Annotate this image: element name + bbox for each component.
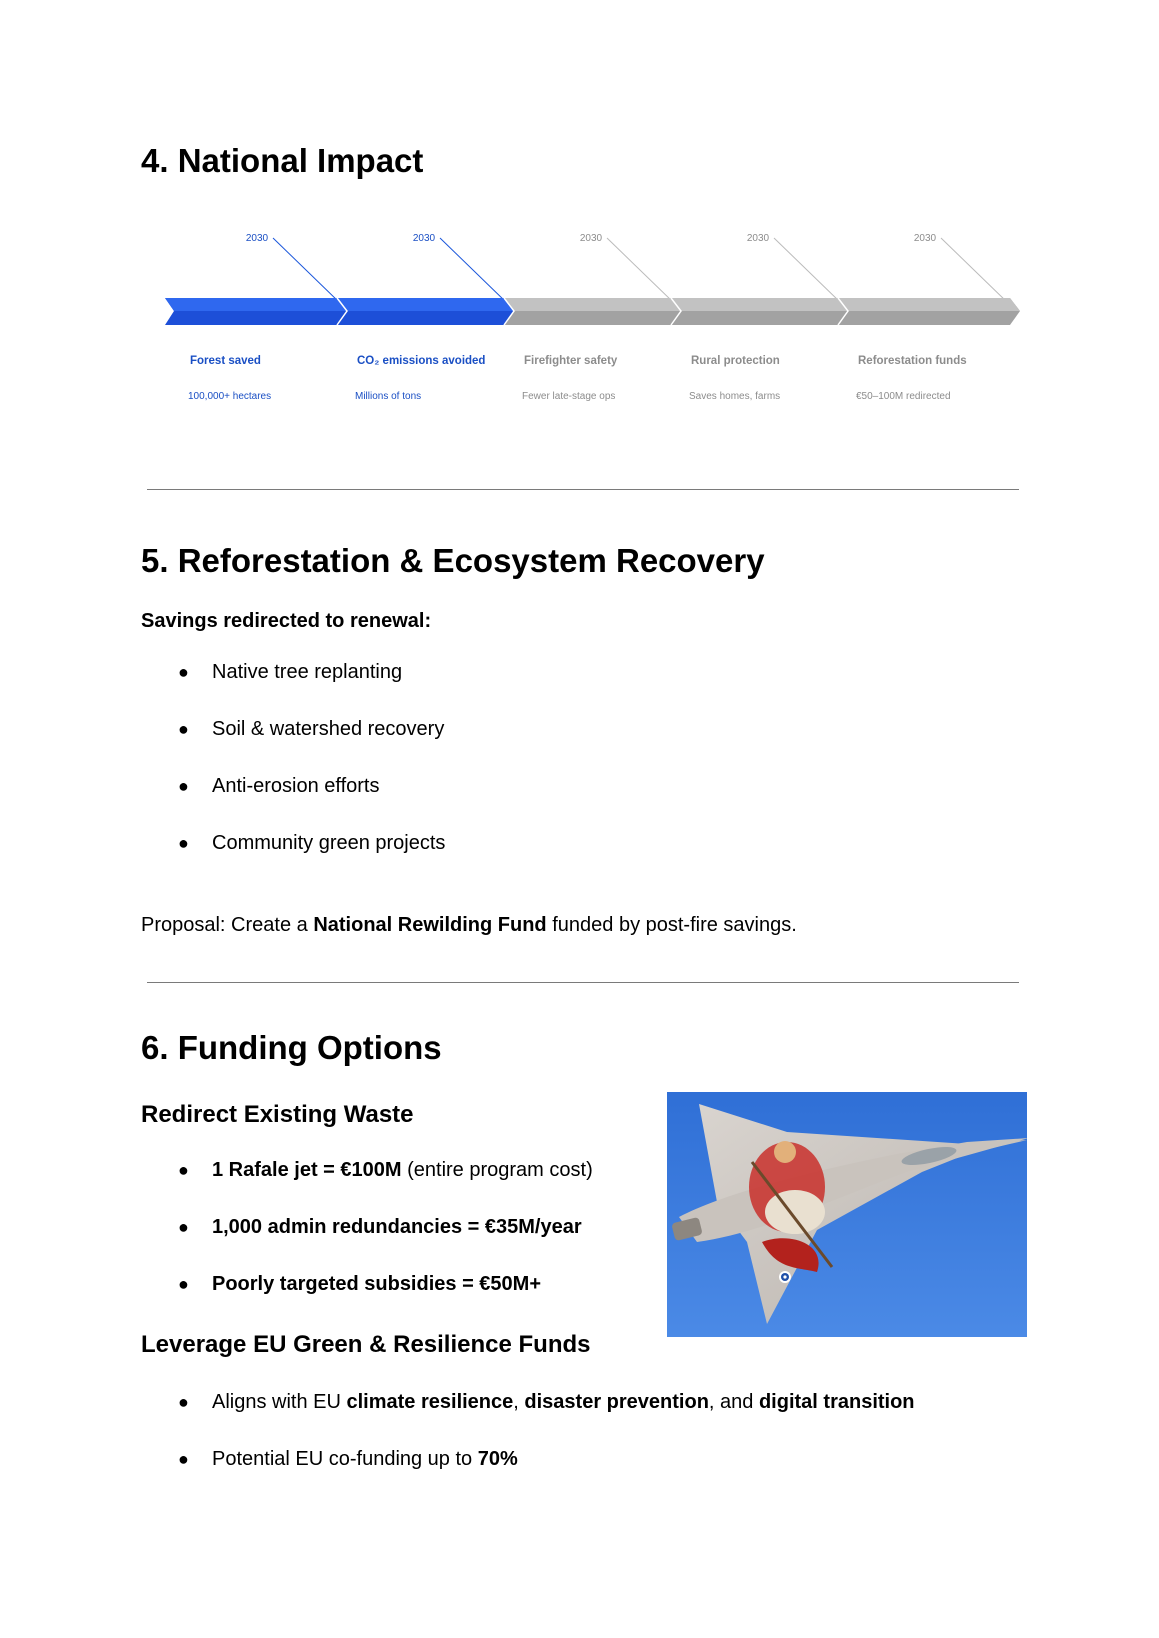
timeline-desc-5: €50–100M redirected bbox=[856, 391, 951, 402]
timeline-title-3: Firefighter safety bbox=[524, 355, 618, 367]
timeline-connector-3 bbox=[607, 238, 674, 303]
timeline-desc-3: Fewer late-stage ops bbox=[522, 391, 616, 402]
bullet-icon: ● bbox=[178, 662, 189, 682]
bullet-icon: ● bbox=[178, 1160, 189, 1180]
section-divider-1 bbox=[147, 489, 1019, 490]
timeline-year-4: 2030 bbox=[746, 233, 770, 244]
timeline-year-5: 2030 bbox=[913, 233, 937, 244]
section-5-heading: 5. Reforestation & Ecosystem Recovery bbox=[141, 542, 765, 579]
list-item: ● 1,000 admin redundancies = €35M/year bbox=[178, 1216, 582, 1238]
fund-name: National Rewilding Fund bbox=[313, 914, 547, 936]
list-item: ● Anti-erosion efforts bbox=[178, 775, 380, 797]
timeline-desc-4: Saves homes, farms bbox=[689, 391, 781, 402]
timeline-connector-2 bbox=[440, 238, 507, 303]
bullet-icon: ● bbox=[178, 1392, 189, 1412]
bullet-icon: ● bbox=[178, 719, 189, 739]
section-6-heading: 6. Funding Options bbox=[141, 1029, 442, 1066]
eu-funds-heading: Leverage EU Green & Resilience Funds bbox=[141, 1331, 591, 1358]
timeline-title-2: CO₂ emissions avoided bbox=[357, 355, 486, 367]
timeline-title-5: Reforestation funds bbox=[858, 355, 967, 367]
fighter-jet-image bbox=[667, 1092, 1027, 1337]
timeline-year-3: 2030 bbox=[579, 233, 603, 244]
list-item: ● Community green projects bbox=[178, 832, 446, 854]
timeline-desc-1: 100,000+ hectares bbox=[188, 391, 272, 402]
list-item: ● Poorly targeted subsidies = €50M+ bbox=[178, 1273, 542, 1295]
list-item: ● Soil & watershed recovery bbox=[178, 718, 445, 740]
timeline-title-1: Forest saved bbox=[190, 355, 261, 367]
list-item: ● Aligns with EU climate resilience, disaster prevention, and digital transition bbox=[178, 1391, 915, 1413]
list-item: ● Potential EU co-funding up to 70% bbox=[178, 1448, 518, 1470]
bullet-icon: ● bbox=[178, 1449, 189, 1469]
bullet-icon: ● bbox=[178, 776, 189, 796]
savings-lead: Savings redirected to renewal: bbox=[141, 610, 432, 632]
timeline-connector-5 bbox=[941, 238, 1008, 303]
timeline-segment-5-highlight bbox=[838, 298, 1020, 311]
bullet-icon: ● bbox=[178, 833, 189, 853]
proposal-text: Proposal: Create a National Rewilding Fund funded by post-fire savings. bbox=[141, 914, 797, 936]
bullet-icon: ● bbox=[178, 1274, 189, 1294]
list-item: ● 1 Rafale jet = €100M (entire program cost) bbox=[178, 1159, 593, 1181]
timeline-segment-1-highlight bbox=[165, 298, 350, 311]
renewal-list bbox=[141, 659, 445, 856]
redirect-waste-heading: Redirect Existing Waste bbox=[141, 1101, 414, 1128]
timeline-segment-2-highlight bbox=[337, 298, 517, 311]
timeline-desc-2: Millions of tons bbox=[355, 391, 422, 402]
timeline-year-2: 2030 bbox=[412, 233, 436, 244]
timeline-connector-1 bbox=[273, 238, 340, 303]
waste-list bbox=[141, 1157, 593, 1297]
eu-funds-list bbox=[141, 1389, 915, 1472]
timeline-segment-4-highlight bbox=[671, 298, 851, 311]
bullet-icon: ● bbox=[178, 1217, 189, 1237]
section-divider-2 bbox=[147, 982, 1019, 983]
timeline-year-1: 2030 bbox=[245, 233, 269, 244]
timeline-title-4: Rural protection bbox=[691, 355, 780, 367]
timeline-segment-3-highlight bbox=[504, 298, 684, 311]
section-4-heading: 4. National Impact bbox=[141, 142, 424, 179]
list-item: ● Native tree replanting bbox=[178, 661, 403, 683]
impact-timeline bbox=[160, 225, 1020, 415]
timeline-connector-4 bbox=[774, 238, 841, 303]
